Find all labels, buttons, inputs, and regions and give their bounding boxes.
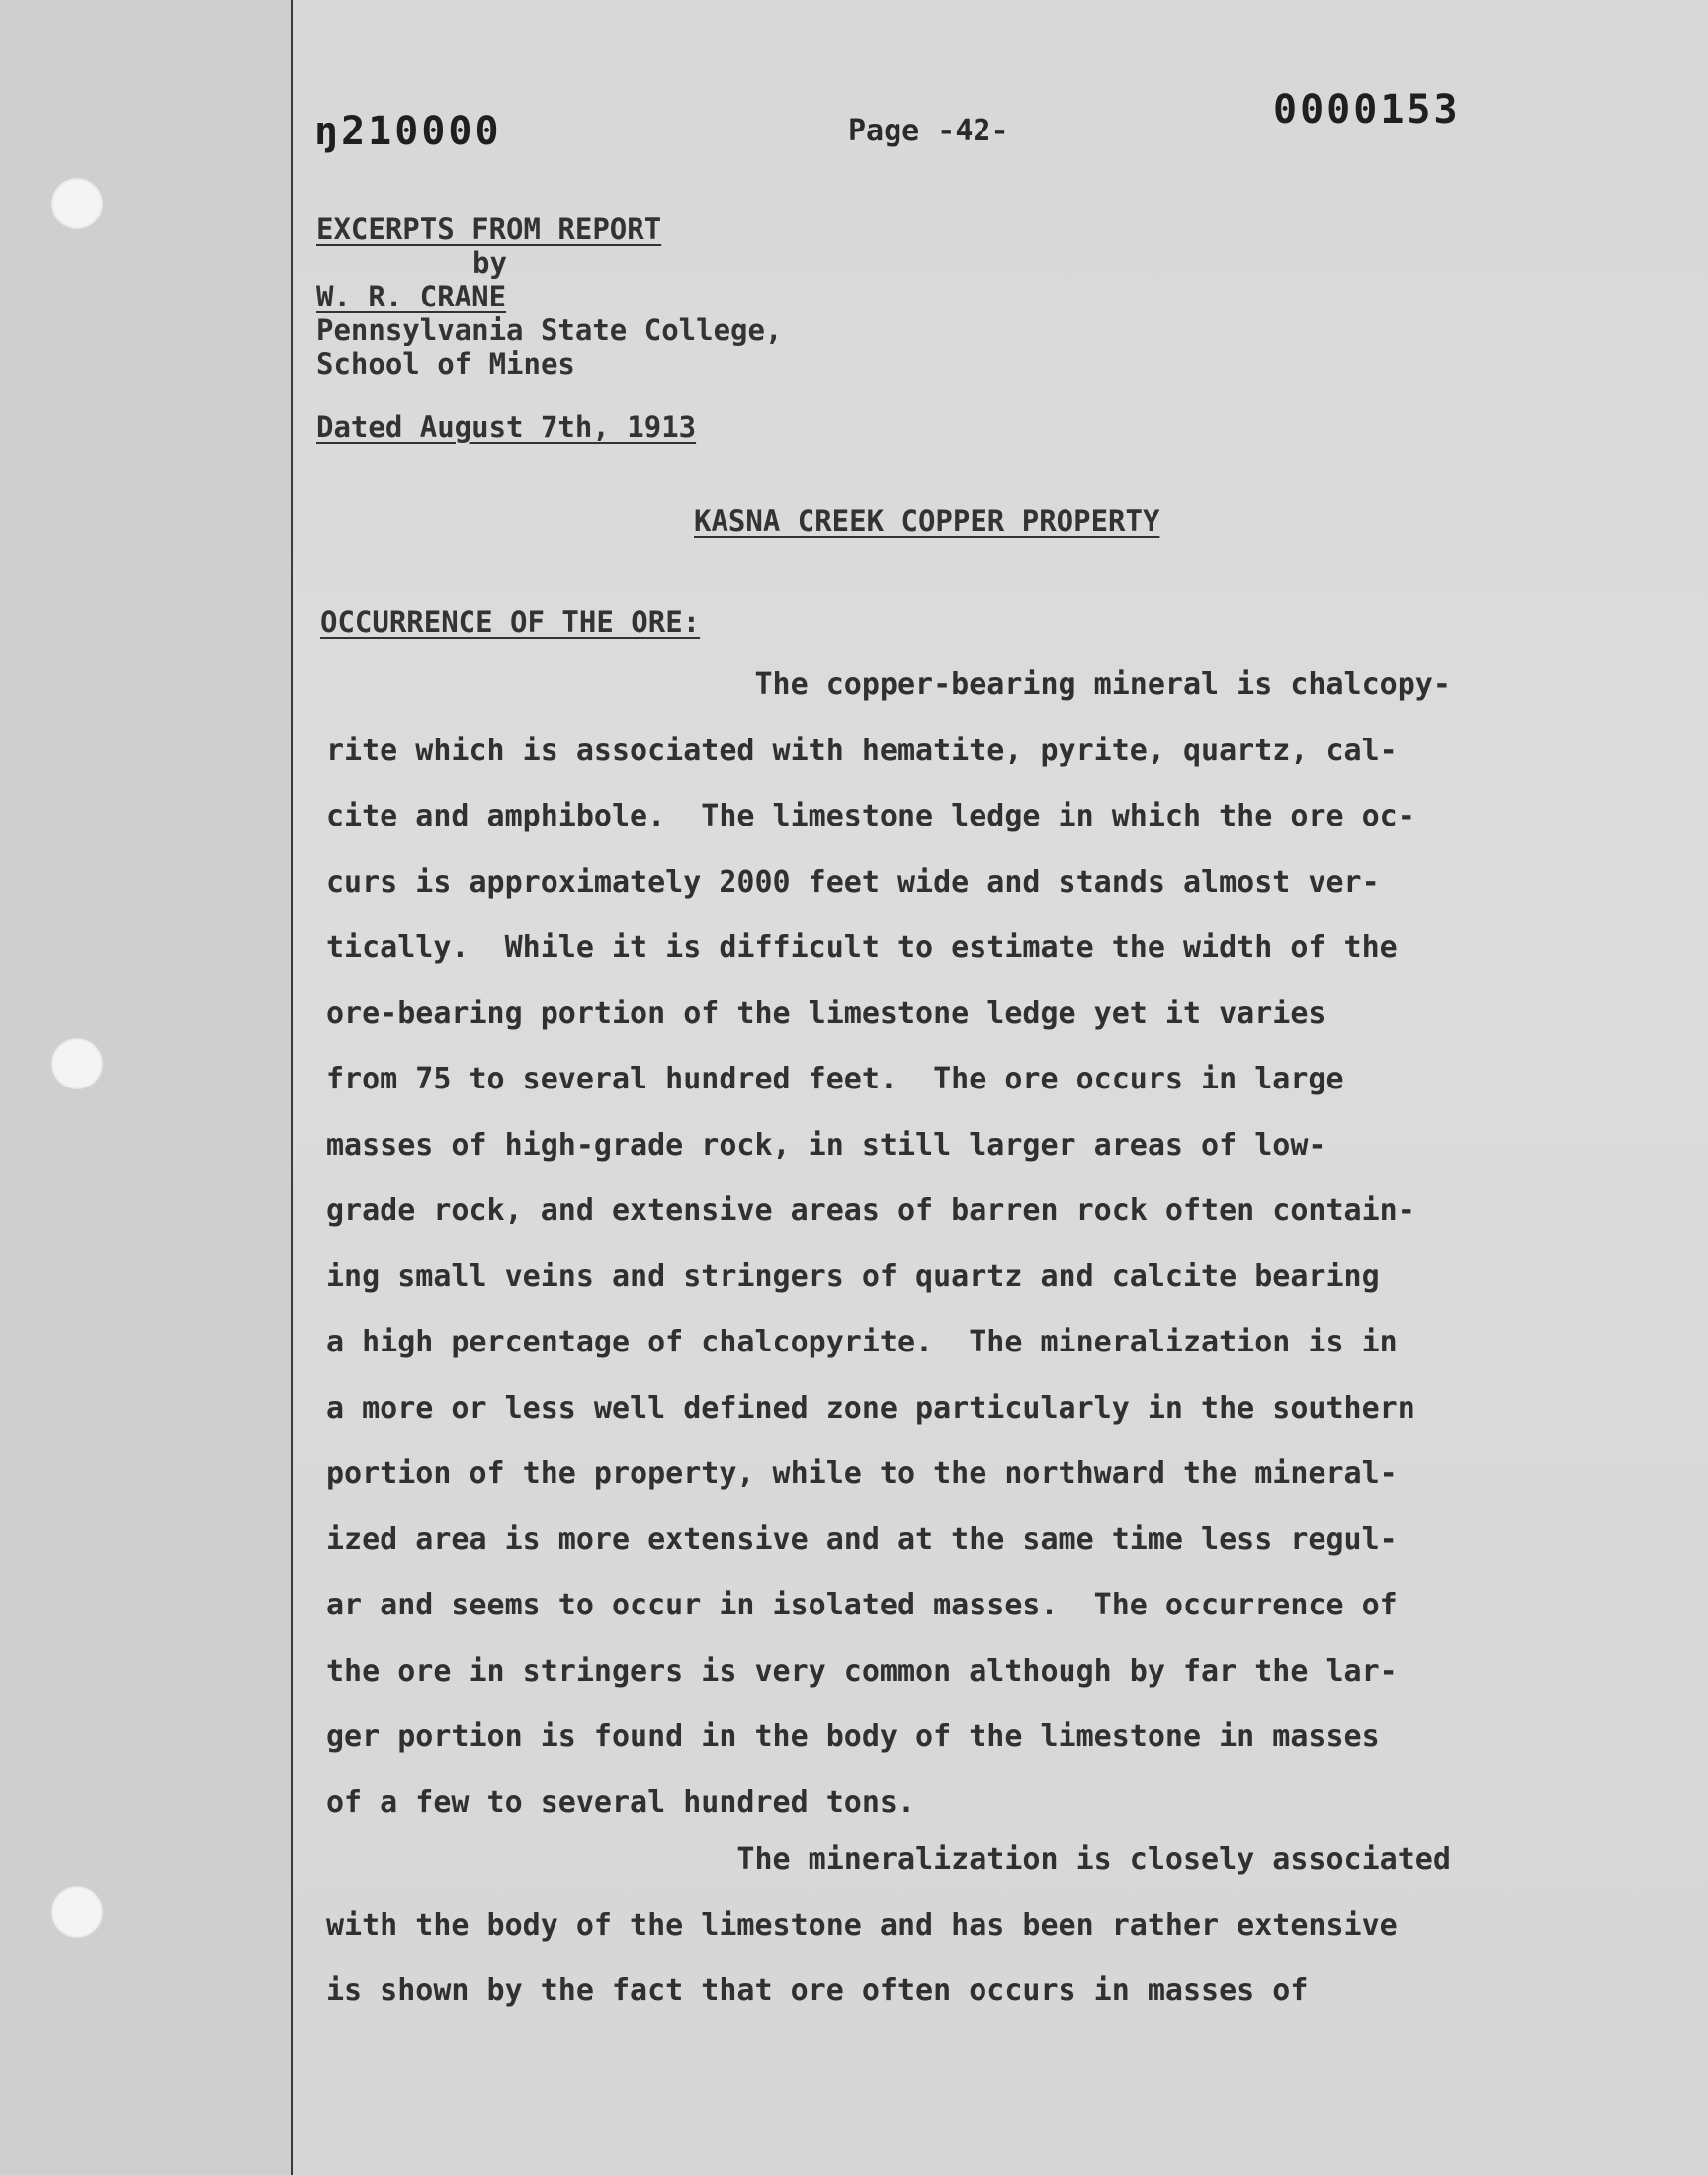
document-stamp-right: 0000153 (1273, 87, 1461, 132)
punch-hole-top (51, 178, 103, 229)
binding-margin (0, 0, 293, 2175)
text-line: ore-bearing portion of the limestone ledge yet it varies (326, 996, 1326, 1031)
report-header (316, 213, 782, 381)
text-line: the ore in stringers is very common although by far the lar- (326, 1653, 1398, 1689)
author-name: W. R. CRANE (316, 280, 507, 313)
text-line: ized area is more extensive and at the same time less regul- (326, 1522, 1398, 1557)
text-line: is shown by the fact that ore often occurs in masses of (326, 1973, 1309, 2008)
text-line: rite which is associated with hematite, pyrite, quartz, cal- (326, 733, 1398, 768)
text-line: ger portion is found in the body of the limestone in masses (326, 1719, 1380, 1754)
section-heading: OCCURRENCE OF THE ORE: (320, 605, 701, 639)
by-line: by (472, 246, 507, 280)
text-line: with the body of the limestone and has been rather extensive (326, 1907, 1398, 1943)
paragraph-2 (326, 1827, 1542, 2025)
text-line: The mineralization is closely associated (326, 1842, 1451, 1876)
text-line: a high percentage of chalcopyrite. The mineralization is in (326, 1325, 1398, 1359)
text-line: ar and seems to occur in isolated masses. The occurrence of (326, 1588, 1398, 1622)
text-line: portion of the property, while to the northward the mineral- (326, 1456, 1398, 1491)
punch-hole-bottom (51, 1886, 103, 1938)
text-line: curs is approximately 2000 feet wide and stands almost ver- (326, 864, 1380, 900)
report-date: Dated August 7th, 1913 (316, 410, 697, 444)
text-line: of a few to several hundred tons. (326, 1784, 916, 1820)
margin-rule (291, 0, 293, 2175)
institution-line-2: School of Mines (316, 347, 575, 381)
text-line: masses of high-grade rock, in still larger areas of low- (326, 1127, 1326, 1163)
text-line: ing small veins and stringers of quartz and calcite bearing (326, 1259, 1380, 1294)
document-stamp-left: ŋ210000 (314, 109, 502, 154)
document-title: KASNA CREEK COPPER PROPERTY (694, 504, 1160, 538)
paragraph-1 (326, 652, 1542, 1836)
punch-hole-middle (51, 1038, 103, 1089)
text-line: tically. While it is difficult to estimate the width of the (326, 930, 1398, 965)
text-line: The copper-bearing mineral is chalcopy- (326, 667, 1451, 702)
institution-line-1: Pennsylvania State College, (316, 313, 783, 347)
text-line: from 75 to several hundred feet. The ore occurs in large (326, 1062, 1344, 1096)
excerpts-heading: EXCERPTS FROM REPORT (316, 213, 662, 246)
text-line: a more or less well defined zone particularly in the southern (326, 1390, 1415, 1426)
text-line: grade rock, and extensive areas of barren rock often contain- (326, 1193, 1415, 1228)
text-line: cite and amphibole. The limestone ledge in which the ore oc- (326, 799, 1415, 833)
page-number: Page -42- (848, 114, 1009, 148)
